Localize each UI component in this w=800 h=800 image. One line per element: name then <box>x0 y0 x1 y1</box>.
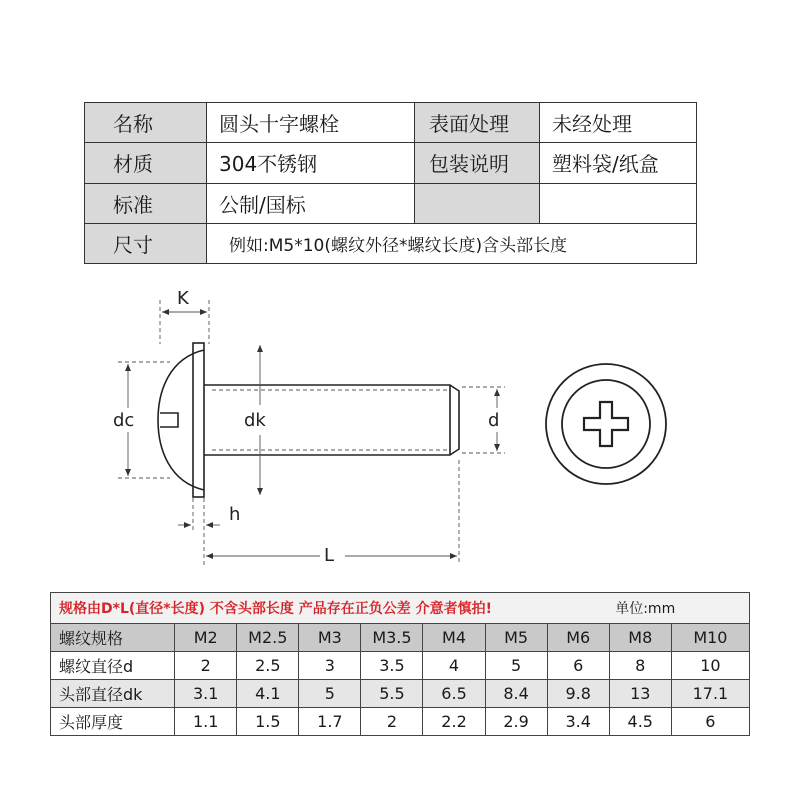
label-dk: dk <box>244 410 266 431</box>
header-row <box>51 624 750 652</box>
row-label: 螺纹直径d <box>51 652 175 680</box>
table-cell: 6 <box>547 652 609 680</box>
label-l: L <box>324 545 335 566</box>
table-cell: 4.5 <box>609 708 671 736</box>
spec-label-packaging: 包装说明 <box>415 143 540 183</box>
table-cell: 17.1 <box>671 680 749 708</box>
header-cell: M10 <box>671 624 749 652</box>
table-cell: 3 <box>299 652 361 680</box>
spec-table <box>84 102 697 264</box>
header-cell: M4 <box>423 624 485 652</box>
header-cell: M6 <box>547 624 609 652</box>
unit-label: 单位:mm <box>609 593 749 624</box>
screw-shank <box>204 385 459 455</box>
screw-drawing <box>0 280 800 580</box>
spec-blank-cell <box>415 183 540 223</box>
header-cell: M3.5 <box>361 624 423 652</box>
screw-top-view <box>546 364 666 484</box>
screw-flange <box>193 343 204 497</box>
table-cell: 9.8 <box>547 680 609 708</box>
row-label: 头部直径dk <box>51 680 175 708</box>
table-cell: 1.7 <box>299 708 361 736</box>
table-cell: 8.4 <box>485 680 547 708</box>
header-cell: M2.5 <box>237 624 299 652</box>
table-cell: 4 <box>423 652 485 680</box>
table-cell: 3.4 <box>547 708 609 736</box>
table-cell: 2.9 <box>485 708 547 736</box>
table-cell: 3.1 <box>175 680 237 708</box>
label-dc: dc <box>113 410 135 431</box>
table-cell: 3.5 <box>361 652 423 680</box>
notice-row <box>51 593 750 624</box>
spec-label-name: 名称 <box>85 103 207 143</box>
table-cell: 2.5 <box>237 652 299 680</box>
row-label: 头部厚度 <box>51 708 175 736</box>
header-label: 螺纹规格 <box>51 624 175 652</box>
table-cell: 2.2 <box>423 708 485 736</box>
label-k: K <box>177 288 189 309</box>
spec-value-size: 例如:M5*10(螺纹外径*螺纹长度)含头部长度 <box>207 223 697 263</box>
spec-label-surface: 表面处理 <box>415 103 540 143</box>
table-cell: 2 <box>175 652 237 680</box>
screw-head-outline <box>158 350 204 490</box>
spec-value-standard: 公制/国标 <box>207 183 415 223</box>
spec-label-standard: 标准 <box>85 183 207 223</box>
spec-row-size <box>85 223 697 263</box>
table-cell: 8 <box>609 652 671 680</box>
phillips-cross-icon <box>584 402 628 446</box>
label-h: h <box>229 504 241 525</box>
spec-value-surface: 未经处理 <box>540 103 697 143</box>
table-cell: 5 <box>299 680 361 708</box>
header-cell: M5 <box>485 624 547 652</box>
spec-value-material: 304不锈钢 <box>207 143 415 183</box>
spec-row-material <box>85 143 697 183</box>
table-cell: 5.5 <box>361 680 423 708</box>
table-cell: 2 <box>361 708 423 736</box>
table-cell: 6.5 <box>423 680 485 708</box>
screw-head-slot <box>160 413 178 427</box>
spec-value-name: 圆头十字螺栓 <box>207 103 415 143</box>
dimension-lines <box>118 300 505 565</box>
tolerance-notice: 规格由D*L(直径*长度) 不含头部长度 产品存在正负公差 介意者慎拍! <box>51 593 610 624</box>
dimensions-table <box>50 592 750 736</box>
table-cell: 13 <box>609 680 671 708</box>
table-row <box>51 652 750 680</box>
table-cell: 5 <box>485 652 547 680</box>
spec-row-name <box>85 103 697 143</box>
table-cell: 6 <box>671 708 749 736</box>
table-row <box>51 708 750 736</box>
spec-label-material: 材质 <box>85 143 207 183</box>
table-cell: 1.1 <box>175 708 237 736</box>
header-cell: M2 <box>175 624 237 652</box>
spec-blank-value-cell <box>540 183 697 223</box>
label-d: d <box>488 410 500 431</box>
table-row <box>51 680 750 708</box>
spec-value-packaging: 塑料袋/纸盒 <box>540 143 697 183</box>
table-cell: 10 <box>671 652 749 680</box>
header-cell: M3 <box>299 624 361 652</box>
header-cell: M8 <box>609 624 671 652</box>
screw-side-view <box>158 343 459 497</box>
table-cell: 4.1 <box>237 680 299 708</box>
spec-label-size: 尺寸 <box>85 223 207 263</box>
table-cell: 1.5 <box>237 708 299 736</box>
spec-row-standard <box>85 183 697 223</box>
